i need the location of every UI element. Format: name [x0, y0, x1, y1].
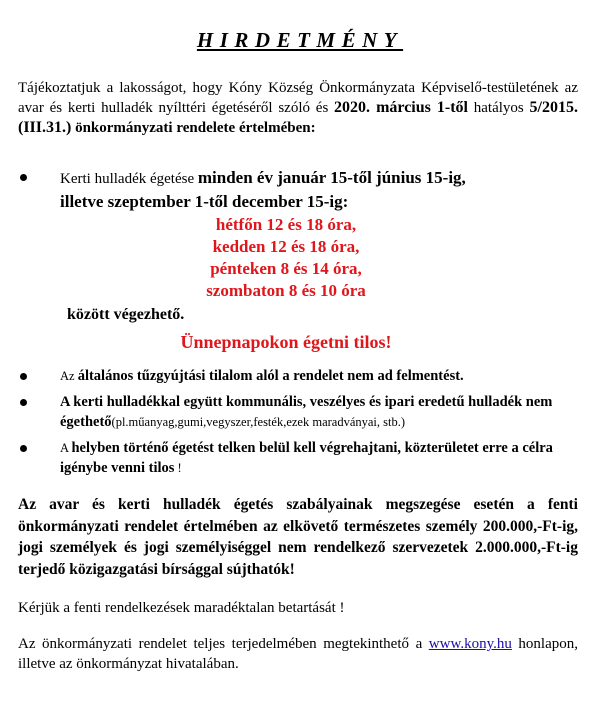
bullet-dot: [20, 373, 27, 380]
schedule-friday: pénteken 8 és 14 óra,: [210, 259, 362, 278]
holiday-warning: Ünnepnapokon égetni tilos!: [180, 332, 392, 352]
penalty-paragraph: Az avar és kerti hulladék égetés szabályainak megszegése esetén a fenti önkormányzati rendelet értelmében az elkövető természetes személy 200.000,-Ft-ig, jogi személyek és jogi személyiséggel nem rendelkező szervezetek 2.000.000,-Ft-ig terjedő közigazgatási bírsággal sújthatók!: [18, 496, 578, 578]
website-link[interactable]: www.kony.hu: [428, 636, 512, 652]
allowed-text: között végezhető.: [67, 306, 185, 323]
waste-bullet: A kerti hulladékkal együtt kommunális, veszélyes és ipari eredetű hulladék nem égethető(pl.műanyag,gumi,vegyszer,festék,ezek maradványai, stb.): [60, 394, 553, 430]
bullet-dot: [20, 445, 27, 452]
request-paragraph: Kérjük a fenti rendelkezések maradéktalan betartását !: [18, 600, 345, 616]
schedule-tuesday: kedden 12 és 18 óra,: [212, 237, 360, 256]
closing-paragraph: Az önkormányzati rendelet teljes terjedelmében megtekinthető a www.kony.hu honlapon, illetve az önkormányzat hivatalában.: [18, 636, 578, 672]
schedule-saturday: szombaton 8 és 10 óra: [206, 281, 366, 300]
bullet-dot: [20, 399, 27, 406]
location-bullet: A helyben történő égetést telken belül kell végrehajtani, közterületet erre a célra igénybe venni tilos !: [60, 440, 553, 476]
schedule-monday: hétfőn 12 és 18 óra,: [215, 215, 357, 234]
fire-ban-bullet: Az általános tűzgyújtási tilalom alól a rendelet nem ad felmentést.: [60, 368, 464, 384]
notice-page: HIRDETMÉNY Tájékoztatjuk a lakosságot, hogy Kóny Község Önkormányzata Képviselő-testületének az avar és kerti hulladék nyílttéri égetéséről szóló és 2020. március 1-től hatályos 5/2015.(III.31.) önkormányzati rendelete értelmében: Kerti hulladék égetése minden év január 15-től június 15-ig, illetve szeptember 1-től december 15-ig: hétfőn 12 és 18 óra, kedden 12 és 18 óra, pénteken 8 és 14 óra, szombaton 8 és 10 óra között végezhető. Ünnepnapokon égetni tilos! Az általános tűzgyújtási tilalom alól a rendelet nem ad felmentést. A kerti hulladékkal együtt kommunális, veszélyes és ipari eredetű hulladék nem égethető(pl.műanyag,gumi,vegyszer,festék,ezek maradványai, stb.) A helyben történő égetést telken belül kell végrehajtani, közterületet erre a célra igénybe venni tilos ! Az avar és kerti hulladék égetés szabályainak megszegése esetén a fenti önkormányzati rendelet értelmében az elkövető természetes személy 200.000,-Ft-ig, jogi személyek és jogi személyiséggel nem rendelkező szervezetek 2.000.000,-Ft-ig terjedő közigazgatási bírsággal sújthatók! Kérjük a fenti rendelkezések maradéktalan betartását ! Az önkormányzati rendelet teljes terjedelmében megtekinthető a www.kony.hu honlapon, illetve az önkormányzat hivatalában.: [0, 0, 600, 713]
notice-title: HIRDETMÉNY: [196, 28, 404, 52]
intro-paragraph: Tájékoztatjuk a lakosságot, hogy Kóny Község Önkormányzata Képviselő-testületének az avar és kerti hulladék nyílttéri égetéséről szóló és 2020. március 1-től hatályos 5/2015.(III.31.) önkormányzati rendelete értelmében:: [18, 80, 578, 136]
bullet-dot: [20, 174, 27, 181]
